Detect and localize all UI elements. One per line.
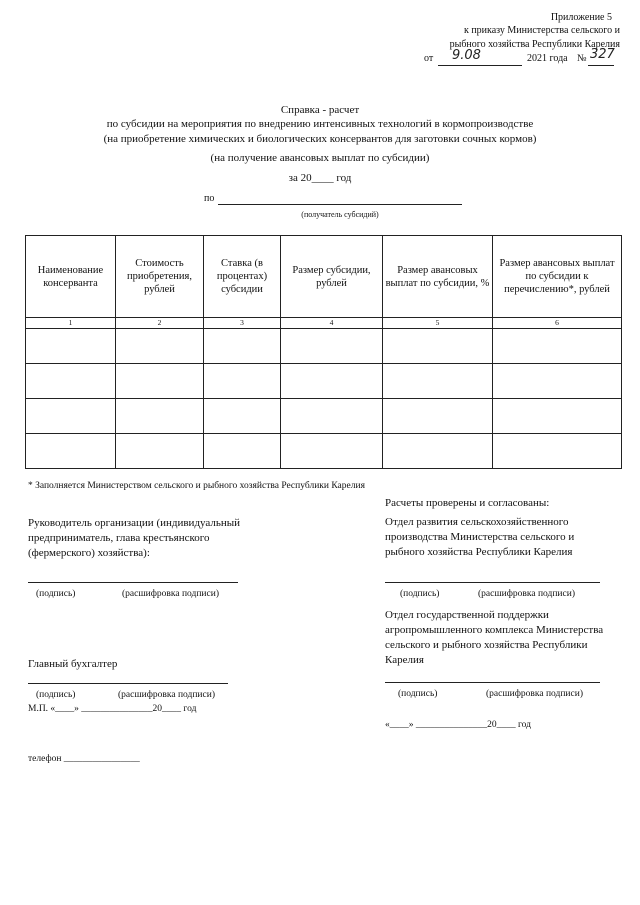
table-cell[interactable]: [116, 364, 204, 399]
column-header: Стоимость приобретения, рублей: [116, 236, 204, 318]
table-cell[interactable]: [116, 434, 204, 469]
dept1-line-3: рыбного хозяйства Республики Карелия: [385, 546, 573, 558]
recipient-caption: (получатель субсидий): [301, 210, 379, 219]
table-row: [26, 364, 622, 399]
dept2-date-line: «____» _______________20____ год: [385, 720, 531, 730]
accountant-signature-line: [28, 683, 228, 684]
head-signature-caption: (подпись): [36, 589, 76, 599]
table-cell[interactable]: [116, 329, 204, 364]
stamp-date-line: М.П. «____» _______________20____ год: [28, 704, 197, 714]
recipient-prefix: по: [204, 193, 215, 204]
table-cell[interactable]: [281, 329, 383, 364]
dept1-signature-decode-caption: (расшифровка подписи): [478, 589, 575, 599]
table-row: [26, 329, 622, 364]
phone-line: телефон ________________: [28, 754, 140, 764]
dept1-signature-caption: (подпись): [400, 589, 440, 599]
head-signature-decode-caption: (расшифровка подписи): [122, 589, 219, 599]
table-cell[interactable]: [493, 399, 622, 434]
recipient-line: [218, 204, 462, 205]
dept2-line-1: Отдел государственной поддержки: [385, 609, 549, 621]
column-header: Ставка (в процентах) субсидии: [204, 236, 281, 318]
table-cell[interactable]: [26, 399, 116, 434]
column-header: Размер авансовых выплат по субсидии к перечислению*, рублей: [493, 236, 622, 318]
dept2-signature-line: [385, 682, 600, 683]
column-number: 3: [204, 318, 281, 329]
dept2-line-3: сельского и рыбного хозяйства Республики: [385, 639, 588, 651]
column-number: 4: [281, 318, 383, 329]
head-title-line-2: предприниматель, глава крестьянского: [28, 532, 210, 544]
table-cell[interactable]: [281, 399, 383, 434]
table-row: [26, 399, 622, 434]
dept1-line-1: Отдел развития сельскохозяйственного: [385, 516, 569, 528]
head-signature-line: [28, 582, 238, 583]
column-header: Наименование консерванта: [26, 236, 116, 318]
title-line-2: по субсидии на мероприятия по внедрению интенсивных технологий в кормопроизводстве: [106, 118, 534, 130]
subsidy-table: [25, 235, 622, 469]
footnote: * Заполняется Министерством сельского и рыбного хозяйства Республики Карелия: [28, 481, 365, 491]
table-cell[interactable]: [281, 434, 383, 469]
table-row: [26, 434, 622, 469]
table-cell[interactable]: [383, 399, 493, 434]
accountant-signature-decode-caption: (расшифровка подписи): [118, 690, 215, 700]
head-title-line-1: Руководитель организации (индивидуальный: [28, 517, 241, 529]
table-cell[interactable]: [383, 434, 493, 469]
dept1-signature-line: [385, 582, 600, 583]
table-cell[interactable]: [383, 364, 493, 399]
table-header-row: [26, 236, 622, 318]
table-cell[interactable]: [204, 329, 281, 364]
table-cell[interactable]: [493, 434, 622, 469]
table-cell[interactable]: [116, 399, 204, 434]
accountant-label: Главный бухгалтер: [28, 658, 118, 670]
document-title: Справка - расчет: [280, 104, 360, 116]
table-cell[interactable]: [493, 329, 622, 364]
column-number-row: [26, 318, 622, 329]
order-number-line: [588, 65, 614, 66]
ministry-line: рыбного хозяйства Республики Карелия: [449, 39, 620, 50]
table-cell[interactable]: [204, 434, 281, 469]
table-cell[interactable]: [281, 364, 383, 399]
dept2-signature-decode-caption: (расшифровка подписи): [486, 689, 583, 699]
column-number: 6: [493, 318, 622, 329]
order-date-handwritten: 9.08: [452, 48, 481, 63]
dept2-line-2: агропромышленного комплекса Министерства: [385, 624, 604, 636]
table-cell[interactable]: [204, 364, 281, 399]
table-cell[interactable]: [26, 329, 116, 364]
order-year: 2021 года: [527, 53, 568, 64]
dept2-line-4: Карелия: [385, 654, 424, 666]
column-header: Размер субсидии, рублей: [281, 236, 383, 318]
table-cell[interactable]: [493, 364, 622, 399]
appendix-label: Приложение 5: [550, 12, 612, 23]
head-title-line-3: (фермерского) хозяйства):: [28, 547, 150, 559]
title-line-4: (на получение авансовых выплат по субсидии): [210, 152, 430, 164]
order-date-line: [438, 65, 522, 66]
order-from-label: от: [424, 53, 434, 64]
column-header: Размер авансовых выплат по субсидии, %: [383, 236, 493, 318]
table-cell[interactable]: [26, 434, 116, 469]
order-number-handwritten: 327: [590, 47, 615, 62]
column-number: 1: [26, 318, 116, 329]
order-line: к приказу Министерства сельского и: [463, 25, 620, 36]
table-cell[interactable]: [383, 329, 493, 364]
accountant-signature-caption: (подпись): [36, 690, 76, 700]
dept1-line-2: производства Министерства сельского и: [385, 531, 575, 543]
column-number: 2: [116, 318, 204, 329]
dept2-signature-caption: (подпись): [398, 689, 438, 699]
order-number-label: №: [577, 53, 587, 64]
table-cell[interactable]: [26, 364, 116, 399]
table-cell[interactable]: [204, 399, 281, 434]
column-number: 5: [383, 318, 493, 329]
checked-label: Расчеты проверены и согласованы:: [385, 497, 550, 509]
title-line-3: (на приобретение химических и биологических консервантов для заготовки сочных кормов): [103, 133, 537, 145]
title-year: за 20____ год: [288, 172, 352, 184]
